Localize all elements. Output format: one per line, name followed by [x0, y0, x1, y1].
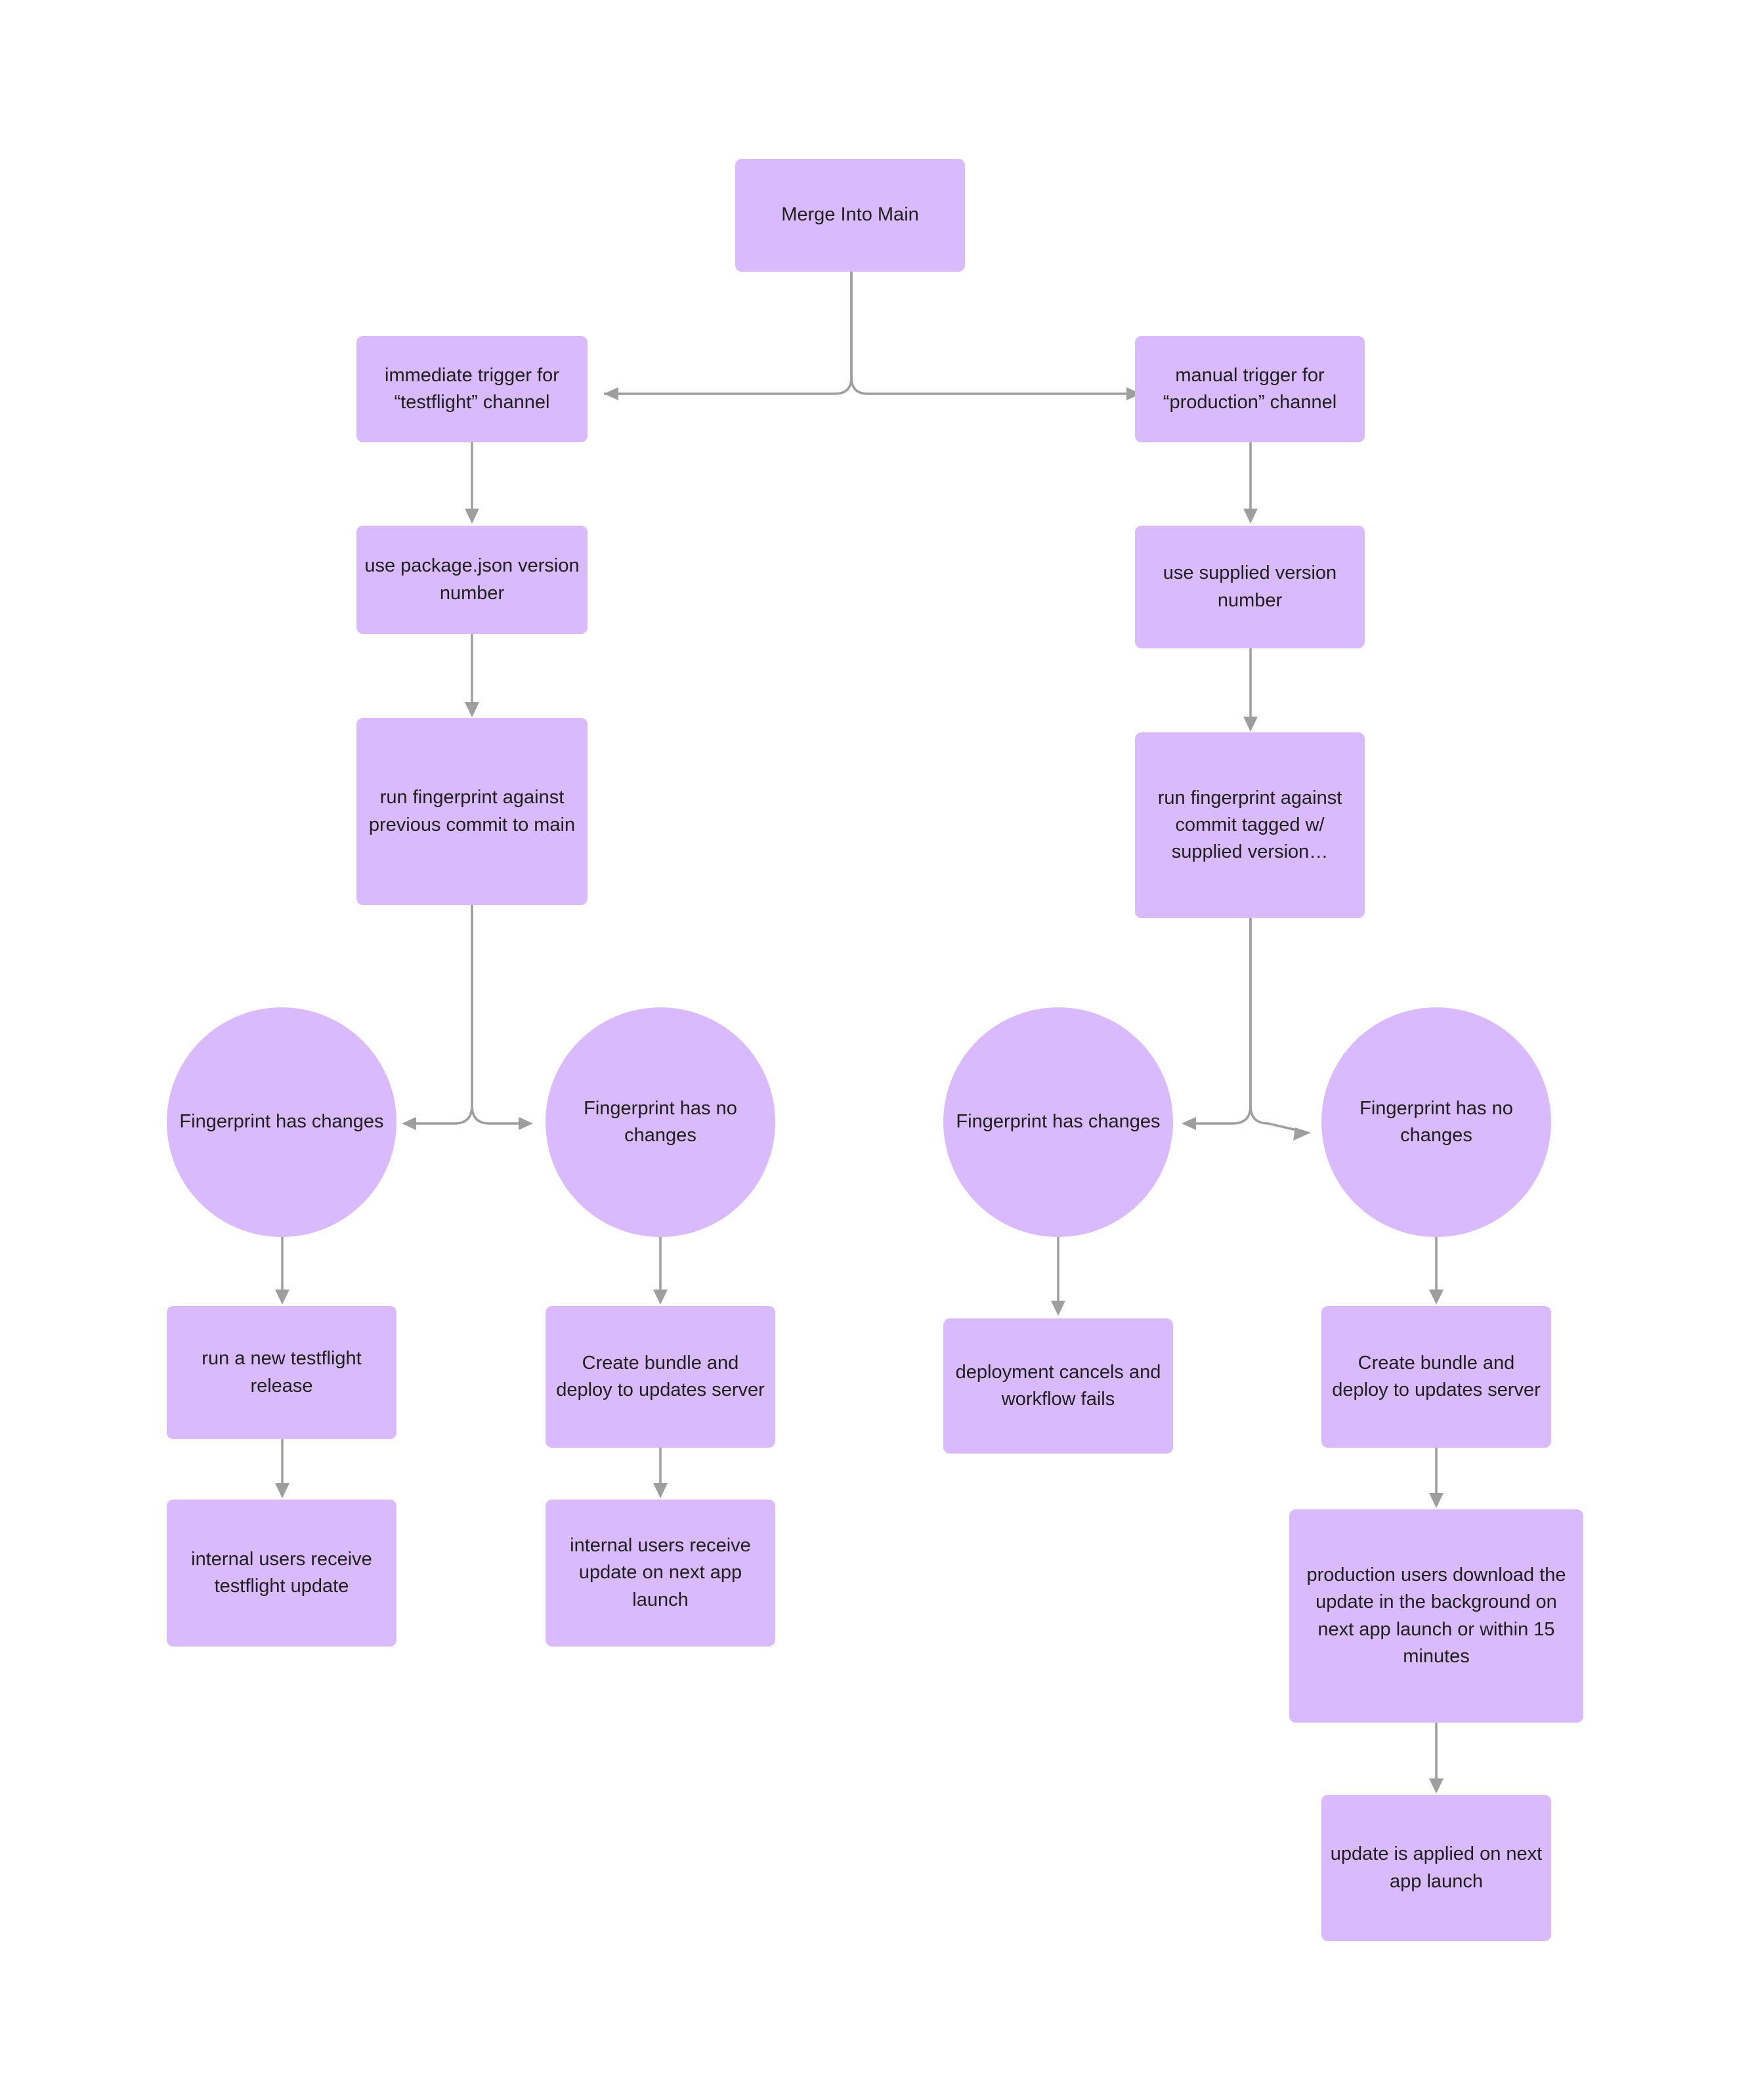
node-label: Fingerprint has changes [179, 1111, 384, 1133]
node-label: Fingerprint has changes [956, 1111, 1161, 1133]
node-manual-trigger-production[interactable] [1135, 336, 1365, 442]
node-internal-users-receive-update-next-launch[interactable] [545, 1500, 775, 1647]
node-label: run fingerprint against commit tagged w/ supplied version… [1157, 787, 1342, 863]
node-use-supplied-version[interactable] [1135, 526, 1365, 648]
node-immediate-trigger-testflight[interactable] [356, 336, 588, 442]
node-label: update is applied on next app launch [1330, 1843, 1543, 1892]
node-label: internal users receive update on next app launch [570, 1535, 751, 1610]
node-label: Fingerprint has no changes [584, 1097, 737, 1146]
node-testflight-create-bundle-deploy[interactable] [545, 1306, 775, 1448]
node-label: Merge Into Main [781, 204, 919, 226]
node-label: production users download the update in the background on next app launch or within 15 minutes [1306, 1564, 1566, 1667]
node-production-users-download-update[interactable] [1289, 1509, 1583, 1723]
node-label: run fingerprint against previous commit to main [368, 787, 576, 835]
node-run-fingerprint-tagged-commit[interactable] [1135, 732, 1365, 918]
node-testflight-fingerprint-no-changes[interactable] [545, 1007, 775, 1237]
node-run-fingerprint-previous-commit[interactable] [356, 718, 588, 905]
node-production-fingerprint-has-changes[interactable] [943, 1007, 1173, 1237]
node-label: Create bundle and deploy to updates server [1332, 1352, 1541, 1400]
node-use-package-json-version[interactable] [356, 526, 588, 634]
node-update-applied-next-launch[interactable] [1321, 1795, 1551, 1941]
node-testflight-fingerprint-has-changes[interactable] [167, 1007, 396, 1237]
node-label: manual trigger for “production” channel [1163, 364, 1337, 413]
node-label: use supplied version number [1163, 562, 1337, 611]
node-deployment-cancels-workflow-fails[interactable] [943, 1318, 1173, 1454]
node-label: use package.json version number [364, 555, 580, 604]
node-label: Fingerprint has no changes [1359, 1097, 1513, 1146]
node-production-create-bundle-deploy[interactable] [1321, 1306, 1551, 1448]
node-label: deployment cancels and workflow fails [955, 1361, 1161, 1410]
node-internal-users-receive-testflight-update[interactable] [167, 1500, 396, 1647]
node-merge-into-main[interactable] [735, 159, 965, 272]
node-production-fingerprint-no-changes[interactable] [1321, 1007, 1551, 1237]
node-label: Create bundle and deploy to updates server [556, 1352, 765, 1400]
node-label: internal users receive testflight update [191, 1548, 372, 1597]
node-run-new-testflight-release[interactable] [167, 1306, 396, 1439]
node-label: immediate trigger for “testflight” channel [385, 364, 559, 413]
node-label: run a new testflight release [202, 1348, 362, 1396]
